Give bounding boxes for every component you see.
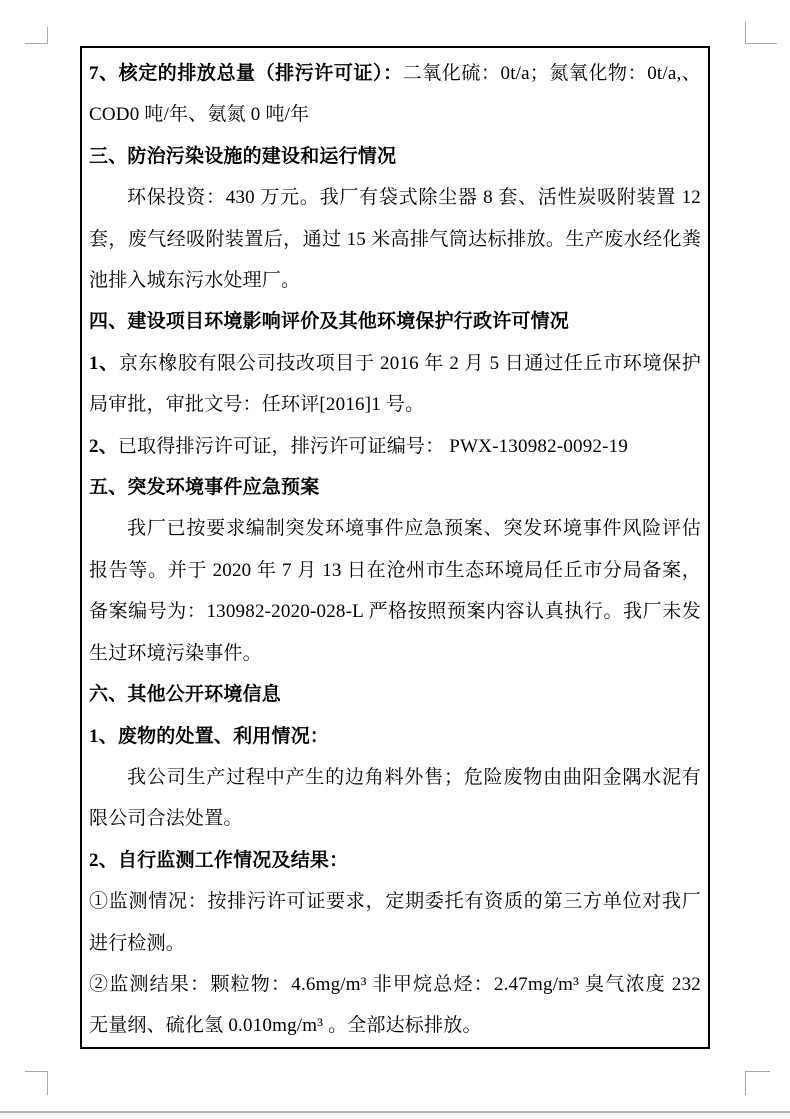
paragraph-number-bold: 1、 xyxy=(89,352,119,374)
paragraph-text: 二氧化硫：0t/a；氮氧化物：0t/a,、COD0 吨/年、氨氮 0 吨/年 xyxy=(89,63,701,126)
heading-waste-disposal xyxy=(89,716,701,757)
paragraph-text: ①监测情况：按排污许可证要求，定期委托有资质的第三方单位对我厂进行检测。 xyxy=(89,891,701,954)
paragraph-text: 我厂已按要求编制突发环境事件应急预案、突发环境事件风险评估报告等。并于 2020 年 7 月 13 日在沧州市生态环境局任丘市分局备案，备案编号为：130982-2020-028-L 严格按照预案内容认真执行。我厂未发生过环境污染事件。 xyxy=(89,518,701,664)
paragraph-waste-disposal-detail xyxy=(89,757,701,840)
heading-section-3-pollution-control-facilities xyxy=(89,136,701,177)
paragraph-monitoring-results xyxy=(89,964,701,1047)
paragraph-bold-lead: 7、核定的排放总量（排污许可证）： xyxy=(89,63,403,84)
heading-section-6-other-public-info xyxy=(89,674,701,715)
heading-bold: 2、自行监测工作情况及结果： xyxy=(89,849,349,871)
heading-bold: 1、废物的处置、利用情况： xyxy=(89,725,330,747)
paragraph-text: ②监测结果：颗粒物：4.6mg/m³ 非甲烷总烃：2.47mg/m³ 臭气浓度 232 无量纲、硫化氢 0.010mg/m³ 。全部达标排放。 xyxy=(89,973,701,1037)
paragraph-approved-emission-total xyxy=(89,53,701,136)
paragraph-text: 京东橡胶有限公司技改项目于 2016 年 2 月 5 日通过任丘市环境保护局审批，审批文号：任环评[2016]1 号。 xyxy=(89,352,701,416)
paragraph-eia-approval xyxy=(89,343,701,426)
margin-mark-top-left xyxy=(25,27,48,44)
heading-section-4-eia-permits xyxy=(89,301,701,342)
paragraph-monitoring-arrangement xyxy=(89,881,701,964)
document-table-cell xyxy=(80,46,710,1049)
paragraph-emergency-plan-filing xyxy=(89,508,701,674)
heading-self-monitoring xyxy=(89,840,701,881)
heading-bold: 五、突发环境事件应急预案 xyxy=(89,477,320,499)
page-bottom-edge xyxy=(0,1111,790,1119)
paragraph-text: 我公司生产过程中产生的边角料外售；危险废物由曲阳金隅水泥有限公司合法处置。 xyxy=(89,766,701,830)
paragraph-text: 已取得排污许可证，排污许可证编号： PWX-130982-0092-19 xyxy=(117,435,629,457)
paragraph-text: 环保投资：430 万元。我厂有袋式除尘器 8 套、活性炭吸附装置 12 套，废气经吸附装置后，通过 15 米高排气筒达标排放。生产废水经化粪池排入城东污水处理厂。 xyxy=(89,187,701,292)
heading-section-5-emergency-plan xyxy=(89,467,701,508)
paragraph-discharge-permit-number xyxy=(89,426,701,467)
margin-mark-bottom-right xyxy=(745,1071,770,1095)
paragraph-environmental-investment xyxy=(89,177,701,301)
heading-bold: 三、防治污染设施的建设和运行情况 xyxy=(89,145,397,167)
margin-mark-top-right xyxy=(745,22,777,44)
heading-bold: 六、其他公开环境信息 xyxy=(89,684,282,706)
margin-mark-bottom-left xyxy=(25,1071,48,1095)
paragraph-number-bold: 2、 xyxy=(89,435,118,457)
heading-bold: 四、建设项目环境影响评价及其他环境保护行政许可情况 xyxy=(89,311,570,333)
